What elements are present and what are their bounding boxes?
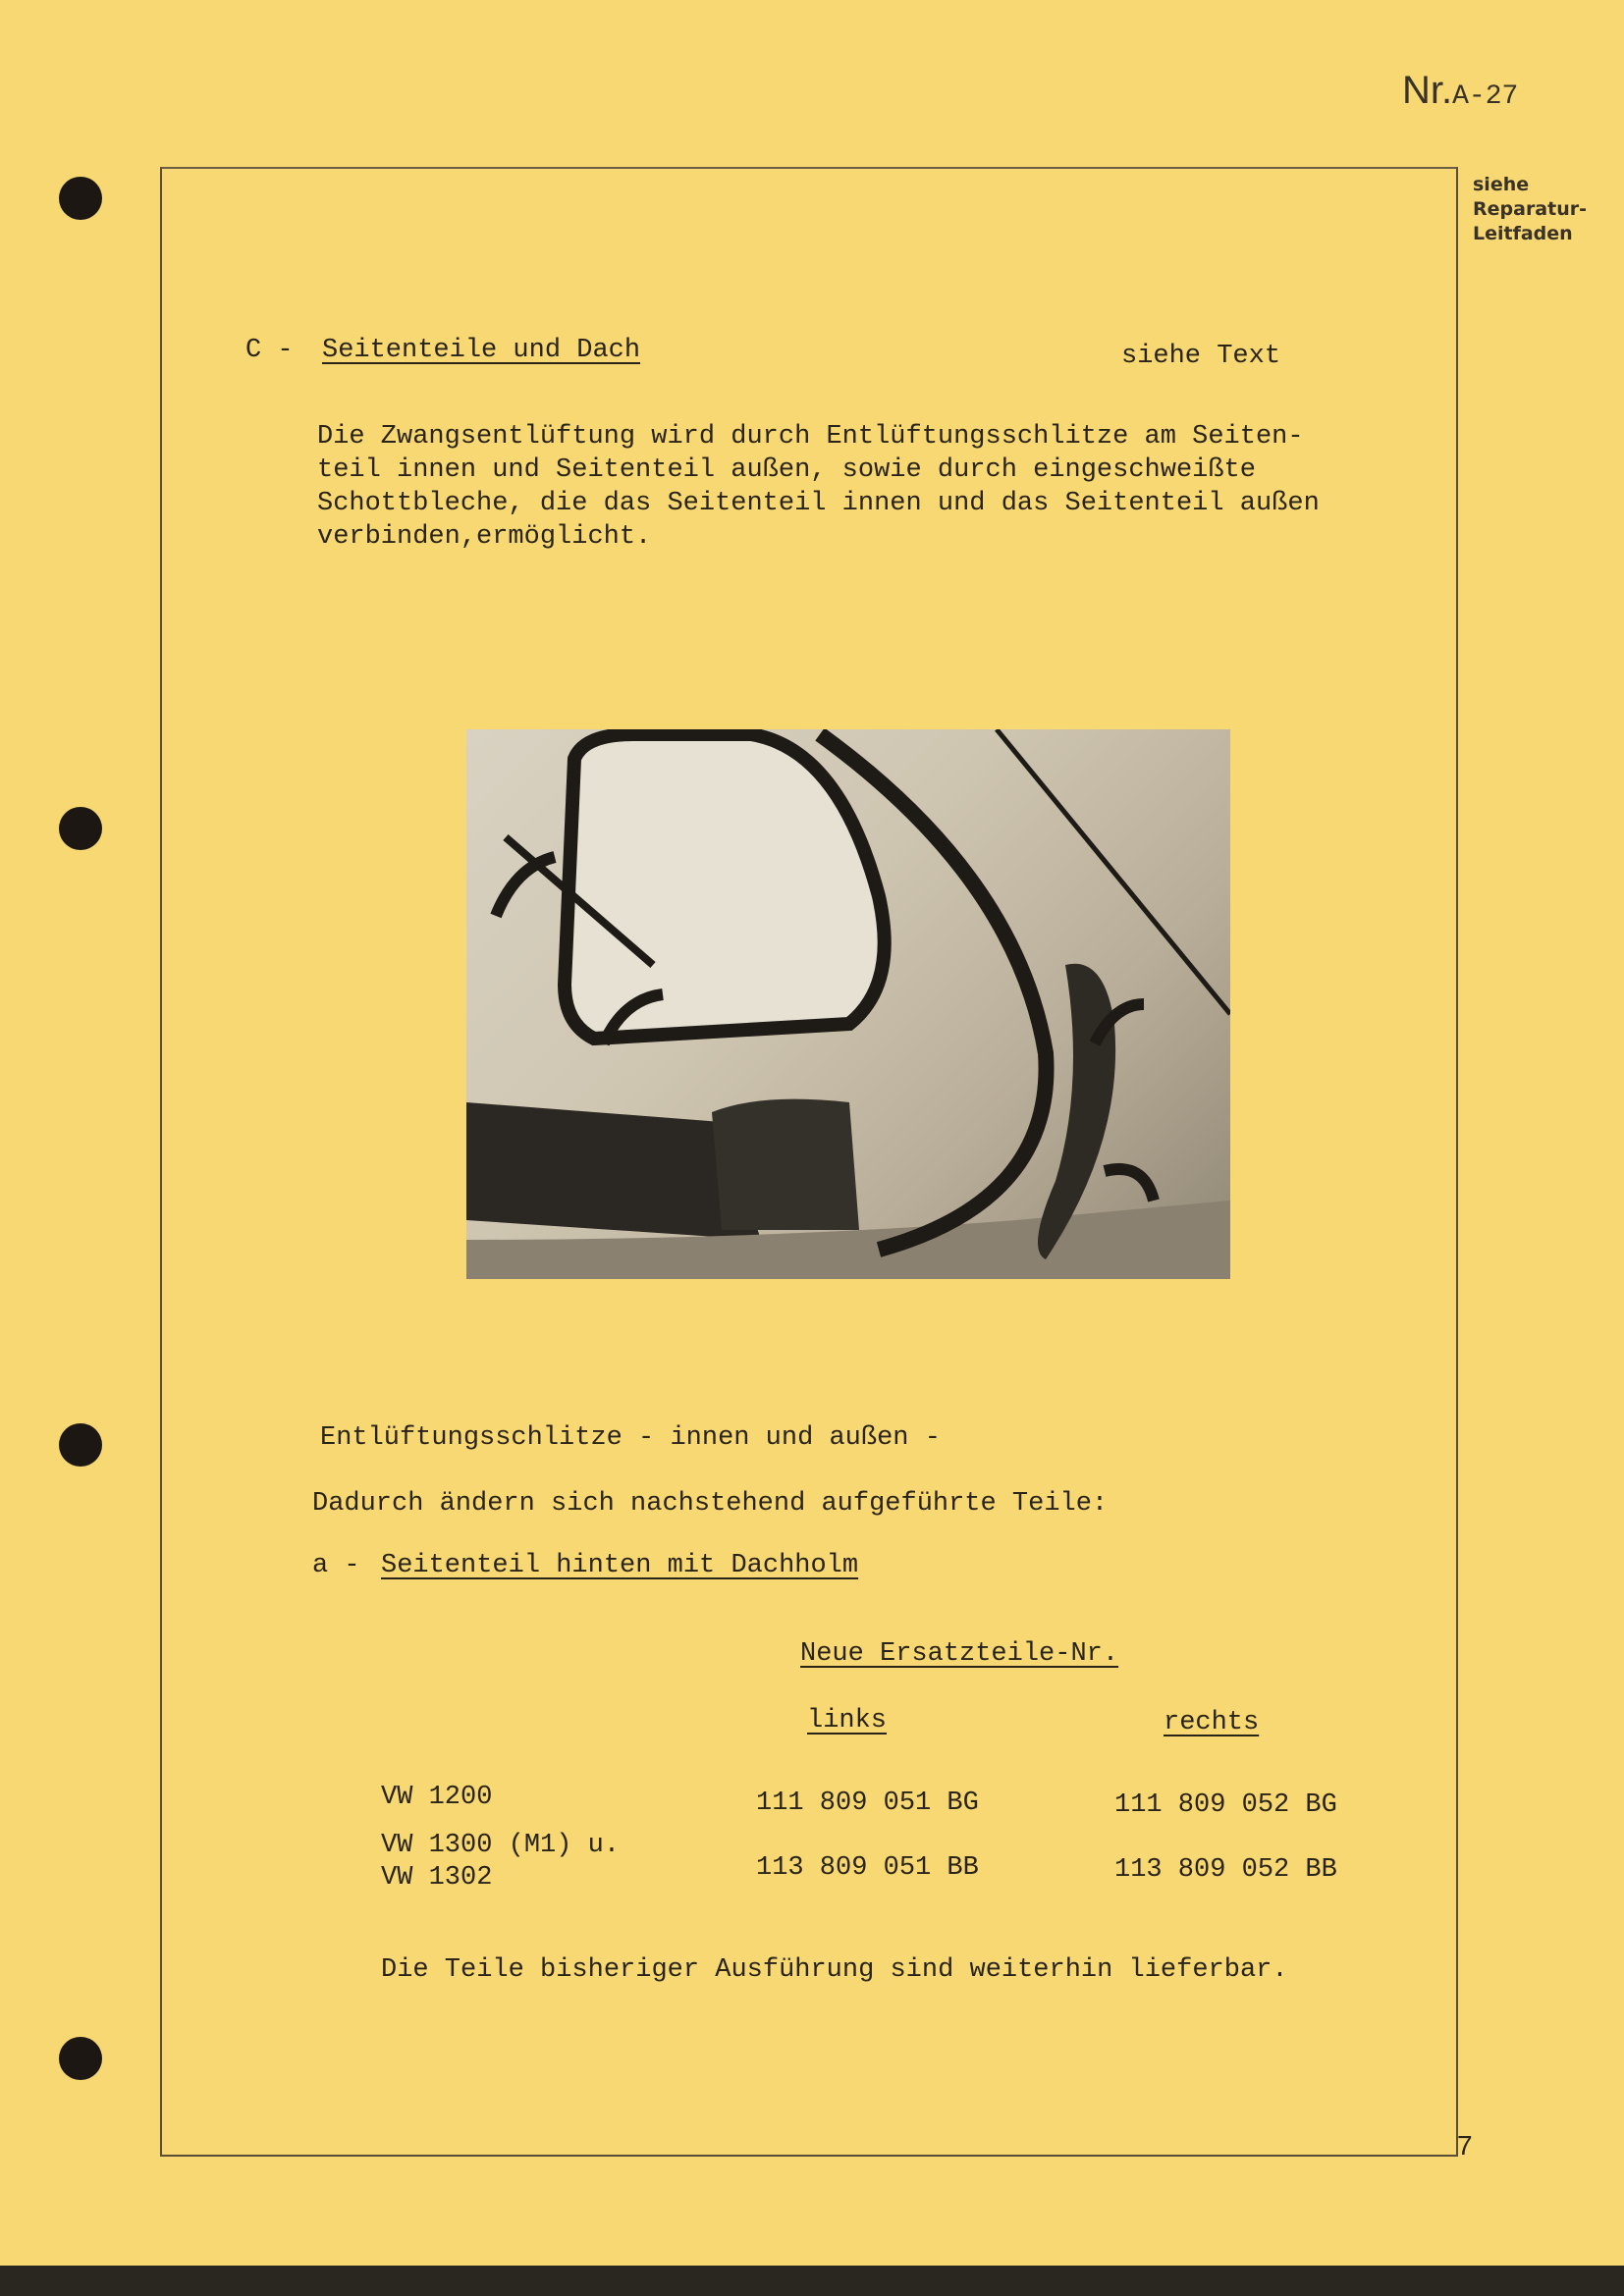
side-note: [1473, 173, 1587, 246]
rechts-cell: 113 809 052 BB: [1114, 1855, 1337, 1885]
sub-title: Seitenteil hinten mit Dachholm: [381, 1551, 859, 1580]
paragraph-line: Schottbleche, die das Seitenteil innen und das Seitenteil außen: [317, 489, 1320, 518]
punch-hole: [59, 177, 102, 220]
page-number: 7: [1457, 2130, 1473, 2161]
paragraph-line: teil innen und Seitenteil außen, sowie durch eingeschweißte: [317, 455, 1256, 485]
model-cell: VW 1300 (M1) u.: [381, 1831, 621, 1860]
table-header: Neue Ersatzteile-Nr.: [800, 1639, 1119, 1669]
punch-hole: [59, 1423, 102, 1467]
sub-letter: a -: [312, 1551, 360, 1580]
side-note-line: Reparatur-: [1473, 198, 1587, 220]
document-number: [1402, 69, 1518, 113]
photo-caption: Entlüftungsschlitze - innen und außen -: [320, 1423, 941, 1453]
nr-prefix: Nr.: [1402, 69, 1453, 112]
footer-note: Die Teile bisheriger Ausführung sind weiterhin lieferbar.: [381, 1955, 1288, 1985]
column-links: links: [807, 1706, 888, 1735]
section-letter: C -: [245, 336, 294, 365]
scan-edge: [0, 2266, 1624, 2296]
intro-text: Dadurch ändern sich nachstehend aufgeführte Teile:: [312, 1489, 1109, 1519]
links-cell: 113 809 051 BB: [756, 1853, 979, 1883]
model-cell: VW 1200: [381, 1783, 493, 1812]
section-ref: siehe Text: [1121, 342, 1281, 371]
rechts-cell: 111 809 052 BG: [1114, 1790, 1337, 1820]
punch-hole: [59, 2037, 102, 2080]
punch-hole: [59, 807, 102, 850]
column-rechts: rechts: [1164, 1708, 1260, 1737]
ventilation-slots-photo: [466, 729, 1230, 1279]
paragraph-line: verbinden,ermöglicht.: [317, 522, 652, 552]
model-cell: VW 1302: [381, 1863, 493, 1893]
side-note-line: siehe: [1473, 174, 1530, 195]
body-paragraph: [317, 420, 1320, 554]
links-cell: 111 809 051 BG: [756, 1789, 979, 1818]
section-title: Seitenteile und Dach: [322, 336, 641, 365]
nr-value: A-27: [1452, 81, 1519, 112]
paragraph-line: Die Zwangsentlüftung wird durch Entlüftungsschlitze am Seiten-: [317, 422, 1304, 452]
side-note-line: Leitfaden: [1473, 223, 1573, 244]
